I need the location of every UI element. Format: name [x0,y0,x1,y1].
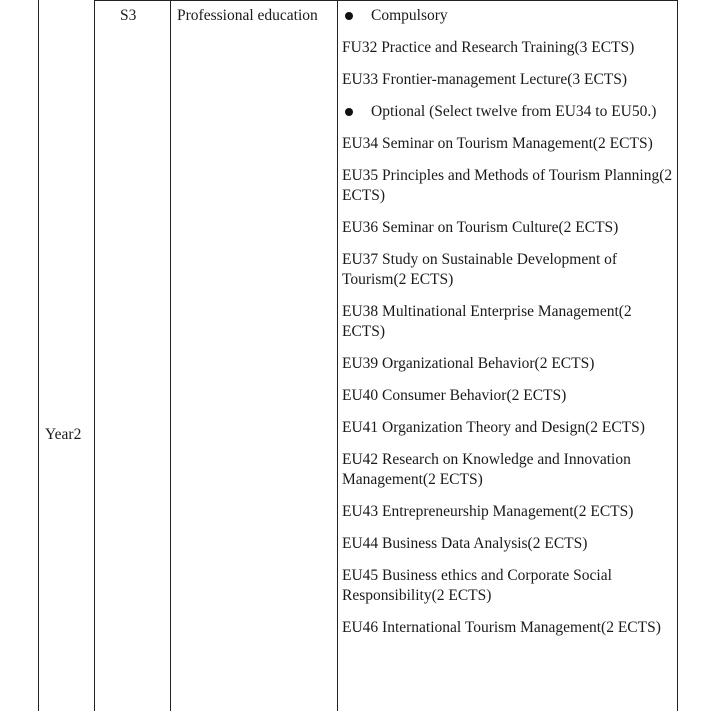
year-cell: Year2 [45,426,82,443]
list-item: EU38 Multinational Enterprise Management(2 ECTS) [342,303,632,340]
category-cell: Professional education [177,7,318,24]
semester-cell: S3 [120,7,137,24]
list-item: EU37 Study on Sustainable Development of Tourism(2 ECTS) [342,251,618,288]
table-row-top-border [94,0,678,1]
optional-heading [342,102,676,122]
list-item: EU36 Seminar on Tourism Culture(2 ECTS) [342,219,619,236]
optional-label: Optional (Select twelve from EU34 to EU50.) [371,103,657,120]
table-border-category-col [337,0,338,711]
list-item: EU46 International Tourism Management(2 ECTS) [342,619,661,636]
list-item: EU43 Entrepreneurship Management(2 ECTS) [342,503,634,520]
table-border-semester-col [170,0,171,711]
compulsory-label: Compulsory [371,7,448,24]
compulsory-heading [342,6,676,26]
list-item: EU45 Business ethics and Corporate Social Responsibility(2 ECTS) [342,567,612,604]
bullet-icon [345,12,353,20]
list-item: EU44 Business Data Analysis(2 ECTS) [342,535,588,552]
list-item: EU33 Frontier-management Lecture(3 ECTS) [342,71,628,88]
bullet-icon [345,108,353,116]
table-border-year-col [94,0,95,711]
table-border-left [38,0,39,711]
list-item: EU39 Organizational Behavior(2 ECTS) [342,355,595,372]
list-item: EU35 Principles and Methods of Tourism Planning(2 ECTS) [342,167,673,204]
course-list [342,6,676,650]
list-item: FU32 Practice and Research Training(3 ECTS) [342,39,635,56]
list-item: EU42 Research on Knowledge and Innovation Management(2 ECTS) [342,451,631,488]
list-item: EU40 Consumer Behavior(2 ECTS) [342,387,567,404]
table-border-right [677,0,678,711]
list-item: EU41 Organization Theory and Design(2 ECTS) [342,419,645,436]
list-item: EU34 Seminar on Tourism Management(2 ECTS) [342,135,653,152]
